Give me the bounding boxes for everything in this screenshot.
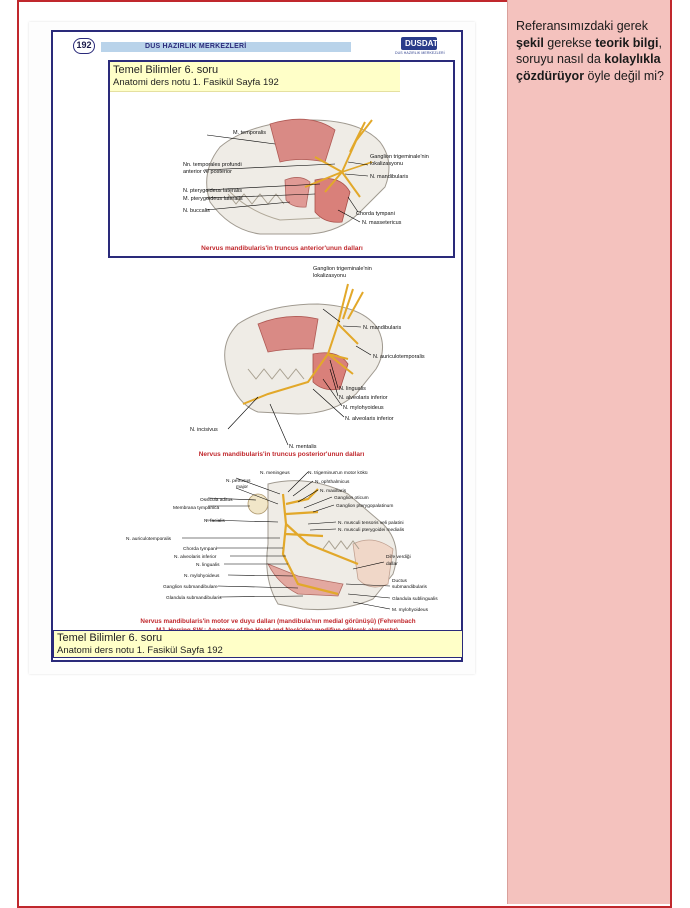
label3-ganglion-oticum: Ganglion oticum — [334, 496, 369, 501]
dusdata-logo — [391, 37, 447, 57]
label3-n-lingualis: N. lingualis — [196, 563, 220, 568]
figure-2-illustration — [108, 264, 455, 449]
label3-m-mylohyoideus: M. mylohyoideus — [392, 608, 428, 613]
source-box-bottom — [53, 630, 463, 658]
label3-n-alveolaris-inferior: N. alveolaris inferior — [174, 555, 217, 560]
label3-chorda-tympani: Chorda tympani — [183, 547, 217, 552]
side-note-part-2: gerekse — [543, 35, 596, 50]
label2-n-mylohyoideus: N. mylohyoideus — [343, 405, 384, 411]
figure-1-caption: Nervus mandibularis'in truncus anterior'unun dalları — [201, 245, 363, 252]
source-box-top-subtitle: Anatomi ders notu 1. Fasikül Sayfa 192 — [113, 77, 279, 88]
side-note-bold-2: teorik bilgi — [595, 35, 659, 50]
header-title: DUS HAZIRLIK MERKEZLERİ — [145, 43, 247, 50]
label3-ganglion-pterygopalatinum: Ganglion pterygopalatinum — [336, 504, 394, 509]
label-n-massetericus: N. massetericus — [362, 220, 402, 226]
document-page — [29, 22, 475, 674]
label-n-buccalis: N. buccalis — [183, 208, 210, 214]
label3-ossicula: Ossicula aditus — [200, 498, 233, 503]
side-note-part-4: öyle değil mi? — [584, 68, 664, 83]
logo-subtext: DUS HAZIRLIK MERKEZLERİ — [395, 51, 445, 55]
label3-glandula-submandibularis: Glandula submandibularis — [166, 596, 222, 601]
label2-ganglion-1: Ganglion trigeminale'nin — [313, 266, 372, 272]
label3-glandula-sublingualis: Glandula sublingualis — [392, 597, 438, 602]
side-note-bold-3: kolaylıkla çözdürüyor — [516, 52, 661, 83]
figure-2-caption: Nervus mandibularis'in truncus posterior'unun dalları — [198, 451, 365, 458]
label3-n-facialis: N. facialis — [204, 519, 225, 524]
source-box-bottom-subtitle: Anatomi ders notu 1. Fasikül Sayfa 192 — [57, 645, 223, 656]
label2-n-mandibularis: N. mandibularis — [363, 325, 402, 331]
label3-ganglion-submandibulare: Ganglion submandibulare — [163, 585, 218, 590]
label2-n-alveolaris-inferior: N. alveolaris inferior — [339, 395, 388, 401]
label3-n-trigeminus-motor: N. trigeminus'un motor kökü — [308, 471, 368, 476]
source-box-top-title: Temel Bilimler 6. soru — [113, 64, 219, 76]
page-border — [51, 30, 463, 662]
label-nn-temporales-2: anterior ve posterior — [183, 169, 232, 175]
source-box-bottom-title: Temel Bilimler 6. soru — [57, 632, 163, 644]
label-chorda-tympani: Chorda tympani — [356, 211, 395, 217]
label3-n-tensor: N. musculi tensoris veli palatini — [338, 521, 404, 526]
side-panel — [507, 0, 670, 904]
label2-n-alveolaris-inferior-2: N. alveolaris inferior — [345, 416, 394, 422]
label3-n-petrosus-2: major — [236, 485, 248, 490]
logo-text: DUSDATA — [405, 39, 443, 48]
side-note-bold-1: şekil — [516, 35, 544, 50]
figure-1-illustration — [110, 62, 453, 256]
label3-membrana: Membrana tympanica — [173, 506, 220, 511]
label3-n-meningeus: N. meningeus — [260, 471, 290, 476]
label-ganglion-2: lokalizasyonu — [370, 161, 404, 167]
label-nn-temporales-1: Nn. temporales profundi — [183, 162, 242, 168]
label-n-mandibularis: N. mandibularis — [370, 174, 409, 180]
page-number: 192 — [73, 38, 95, 54]
label2-n-mentalis: N. mentalis — [289, 444, 317, 449]
label3-n-pterygoidei-medialis: N. musculi pterygoidei medialis — [338, 528, 405, 533]
label2-n-incisivus: N. incisivus — [190, 427, 218, 433]
label3-dil-1: Dil'e verdiği — [386, 555, 411, 560]
label3-n-auriculotemporalis: N. auriculotemporalis — [126, 537, 172, 542]
label3-n-petrosus-1: N. petrosus — [226, 479, 251, 484]
page-header — [55, 34, 459, 58]
side-note-part-3: , soruyu nasıl da — [516, 35, 662, 66]
side-note-part-1: Referansımızdaki gerek — [516, 19, 649, 33]
label3-ductus-1: Ductus — [392, 579, 407, 584]
label2-ganglion-2: lokalizasyonu — [313, 273, 347, 279]
figure-3-caption-line-1: Nervus mandibularis'in motor ve duyu dalları (mandibula'nın medial görünüşü) (Fehrenbach — [140, 618, 416, 625]
label-m-temporalis: M. temporalis — [233, 130, 267, 136]
label3-n-ophthalmicus: N. ophthalmicus — [315, 480, 350, 485]
label3-dil-2: dallar — [386, 562, 398, 567]
figure-3-illustration — [108, 464, 455, 614]
label2-n-auriculotemporalis: N. auriculotemporalis — [373, 354, 425, 360]
label3-n-mylohyoideus: N. mylohyoideus — [184, 574, 220, 579]
label-n-pterygoideus-lateralis: N. pterygoideus lateralis — [183, 188, 243, 194]
label3-n-maxillaris: N. maxillaris — [320, 489, 347, 494]
label2-n-lingualis: N. lingualis — [339, 386, 366, 392]
label-ganglion-1: Ganglion trigeminale'nin — [370, 154, 429, 160]
figure-1-box — [108, 60, 455, 258]
side-note — [516, 18, 666, 84]
label3-ductus-2: submandibularis — [392, 585, 427, 590]
label-m-pterygoideus-lateralis: M. pterygoideus lateralis — [183, 196, 243, 202]
